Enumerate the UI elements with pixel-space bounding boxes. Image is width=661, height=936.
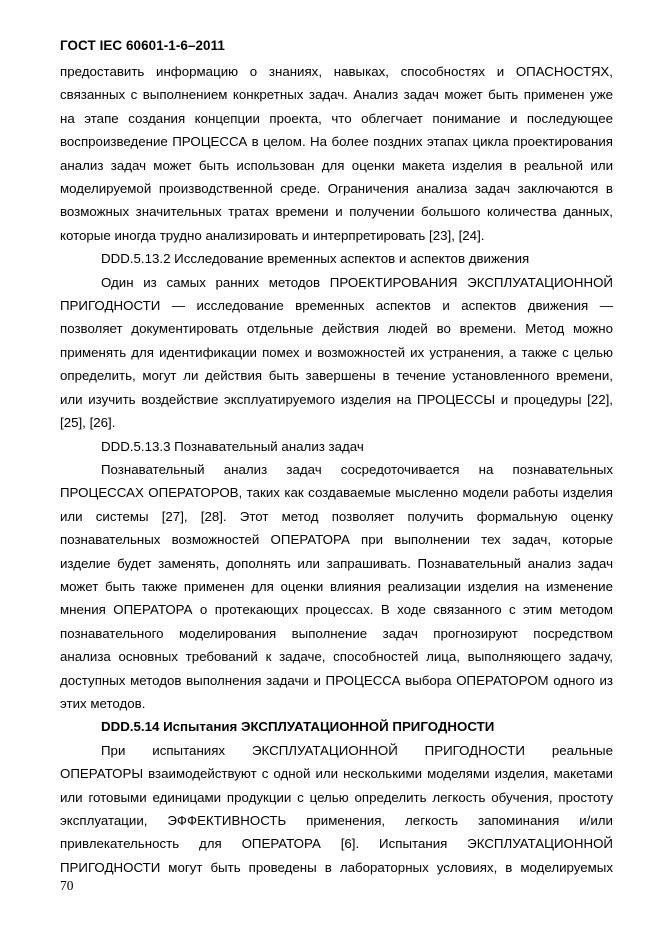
section-heading-text: DDD.5.13.3 Познавательный анализ задач [101, 438, 364, 454]
text-line: ПРИГОДНОСТИ — исследование временных аспектов и аспектов движения — [60, 298, 613, 314]
text-line: на этапе создания концепции проекта, что облегчает понимание и последующее [60, 110, 613, 126]
text-line: доступных методов выполнения задачи и ПРОЦЕССА выбора ОПЕРАТОРОМ одного из [60, 672, 613, 688]
text-line: воспроизведение ПРОЦЕССА в целом. На более поздних этапах цикла проектирования [60, 134, 613, 150]
text-line: При испытаниях ЭКСПЛУАТАЦИОННОЙ ПРИГОДНОСТИ реальные [101, 742, 613, 758]
text-line: изделие будет заменять, дополнять или запрашивать. Познавательный анализ задач [60, 555, 613, 571]
text-line: или системы [27], [28]. Этот метод позволяет получить формальную оценку [60, 508, 613, 524]
paragraph-ddd-5-14 [60, 739, 613, 879]
paragraph-ddd-5-13-3 [60, 458, 613, 715]
paragraph-ddd-5-13-2 [60, 271, 613, 435]
text-line: позволяет документировать отдельные действия людей во времени. Метод можно [60, 321, 613, 337]
document-body [60, 60, 613, 879]
section-heading-text: DDD.5.14 Испытания ЭКСПЛУАТАЦИОННОЙ ПРИГОДНОСТИ [101, 719, 495, 735]
page-number: 70 [60, 878, 74, 893]
text-line: применять для идентификации помех и возможностей их устранения, а также с целью [60, 344, 613, 360]
text-line: познавательного моделирования выполнение задач прогнозируют посредством [60, 625, 613, 641]
text-line: моделируемой производственной среде. Ограничения анализа задач заключаются в [60, 181, 613, 197]
text-line: [25], [26]. [60, 415, 116, 431]
text-line: или готовыми единицами продукции с целью определить легкость обучения, простоту [60, 789, 613, 805]
text-line: связанных с выполнением конкретных задач. Анализ задач может быть применен уже [60, 87, 613, 103]
text-line: ОПЕРАТОРЫ взаимодействуют с одной или несколькими моделями изделия, макетами [60, 766, 613, 782]
text-line: определить, могут ли действия быть завершены в течение установленного времени, [60, 368, 613, 384]
section-heading-ddd-5-13-3 [60, 435, 613, 458]
text-line: анализ задач может быть использован для оценки макета изделия в реальной или [60, 157, 613, 173]
text-line: ПРОЦЕССАХ ОПЕРАТОРОВ, таких как создаваемые мысленно модели работы изделия [60, 485, 613, 501]
text-line: мнения ОПЕРАТОРА о протекающих процессах. В ходе связанного с этим методом [60, 602, 613, 618]
text-line: эксплуатации, ЭФФЕКТИВНОСТЬ применения, легкость запоминания и/или [60, 813, 613, 828]
section-heading-ddd-5-14 [60, 715, 613, 738]
text-line: ПРИГОДНОСТИ могут быть проведены в лабораторных условиях, в моделируемых [60, 859, 613, 875]
text-line: или изучить воздействие эксплуатируемого изделия на ПРОЦЕССЫ и процедуры [22], [60, 391, 613, 407]
text-line: Познавательный анализ задач сосредоточивается на познавательных [101, 461, 613, 477]
text-line: предоставить информацию о знаниях, навыках, способностях и ОПАСНОСТЯХ, [60, 64, 613, 79]
text-line: анализа основных требований к задаче, способностей лица, выполняющего задачу, [60, 649, 613, 665]
paragraph-intro [60, 60, 613, 247]
text-line: может быть также применен для оценки влияния реализации изделия на изменение [60, 578, 613, 594]
text-line: которые иногда трудно анализировать и интерпретировать [23], [24]. [60, 227, 485, 243]
text-line: этих методов. [60, 695, 146, 711]
document-header: ГОСТ IEC 60601-1-6–2011 [60, 38, 225, 53]
section-heading-text: DDD.5.13.2 Исследование временных аспектов и аспектов движения [101, 251, 530, 267]
text-line: привлекательность для ОПЕРАТОРА [6]. Испытания ЭКСПЛУАТАЦИОННОЙ [60, 836, 613, 852]
text-line: познавательных возможностей ОПЕРАТОРА при выполнении тех задач, которые [60, 532, 613, 548]
text-line: Один из самых ранних методов ПРОЕКТИРОВАНИЯ ЭКСПЛУАТАЦИОННОЙ [101, 274, 613, 290]
section-heading-ddd-5-13-2 [60, 247, 613, 270]
text-line: возможных значительных тратах времени и получении большого количества данных, [60, 204, 613, 220]
